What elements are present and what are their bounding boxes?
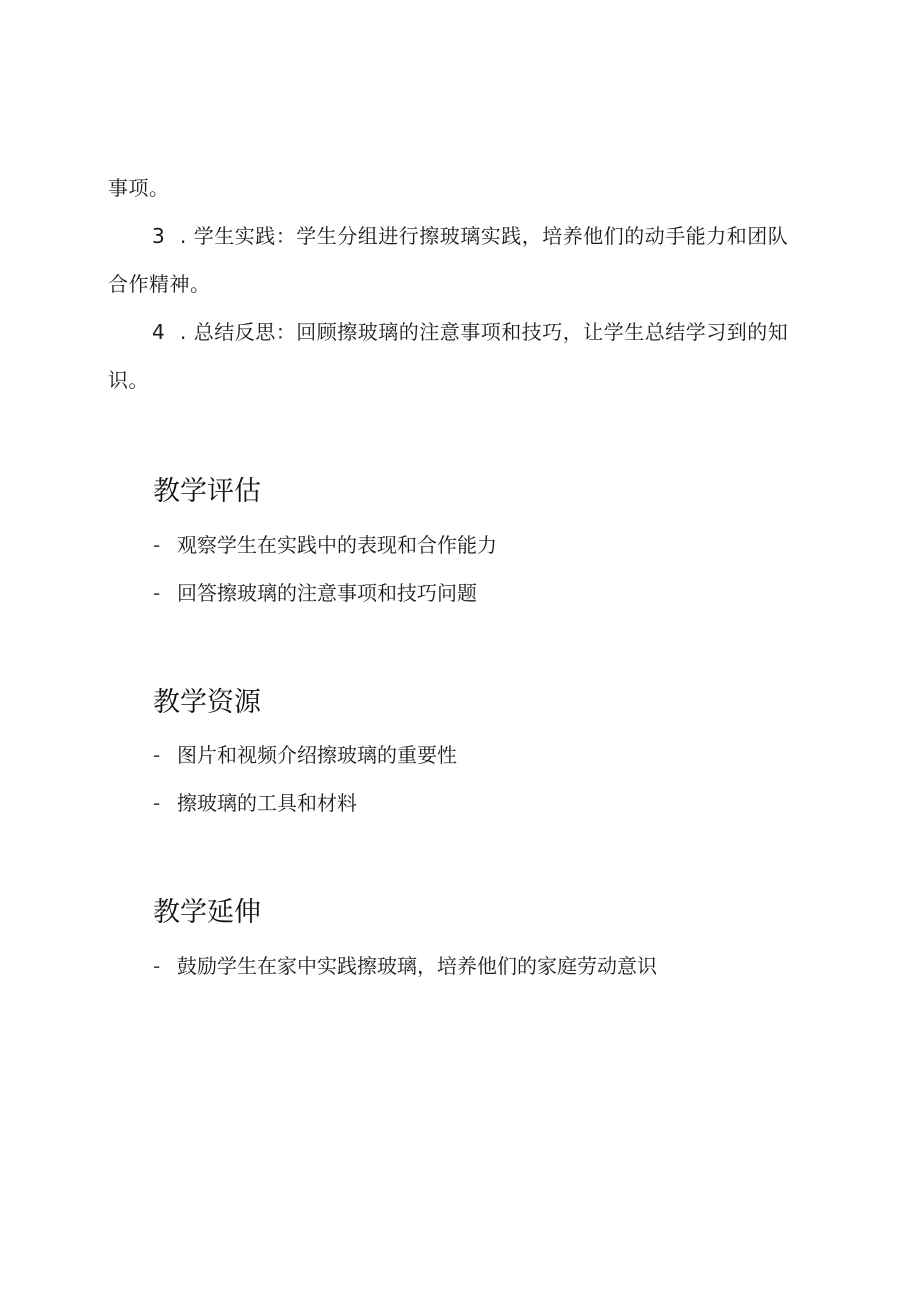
continuation-text: 事项。 (108, 176, 170, 200)
bullet-dash: - (153, 954, 161, 978)
list-item-text: 图片和视频介绍擦玻璃的重要性 (177, 743, 457, 767)
step-paragraph-4 (108, 308, 808, 404)
list-item (153, 578, 477, 608)
list-item-text: 鼓励学生在家中实践擦玻璃，培养他们的家庭劳动意识 (177, 954, 657, 978)
list-item-text: 回答擦玻璃的注意事项和技巧问题 (177, 581, 477, 605)
bullet-dash: - (153, 533, 161, 557)
list-item-text: 擦玻璃的工具和材料 (177, 791, 357, 815)
bullet-dash: - (153, 581, 161, 605)
section-heading-extension: 教学延伸 (153, 897, 261, 928)
section-heading-resources: 教学资源 (153, 687, 261, 718)
step-number: 3 (152, 224, 166, 248)
bullet-dash: - (153, 791, 161, 815)
step-text: . 总结反思：回顾擦玻璃的注意事项和技巧，让学生总结学习到的知识。 (108, 320, 789, 392)
bullet-dash: - (153, 743, 161, 767)
section-heading-assessment: 教学评估 (153, 476, 261, 507)
step-text: . 学生实践：学生分组进行擦玻璃实践，培养他们的动手能力和团队合作精神。 (108, 224, 789, 296)
list-item (153, 740, 457, 770)
step-paragraph-3 (108, 212, 808, 308)
list-item (153, 788, 357, 818)
step-number: 4 (152, 320, 166, 344)
list-item (153, 951, 657, 981)
list-item (153, 530, 497, 560)
list-item-text: 观察学生在实践中的表现和合作能力 (177, 533, 497, 557)
continuation-paragraph (108, 164, 808, 212)
